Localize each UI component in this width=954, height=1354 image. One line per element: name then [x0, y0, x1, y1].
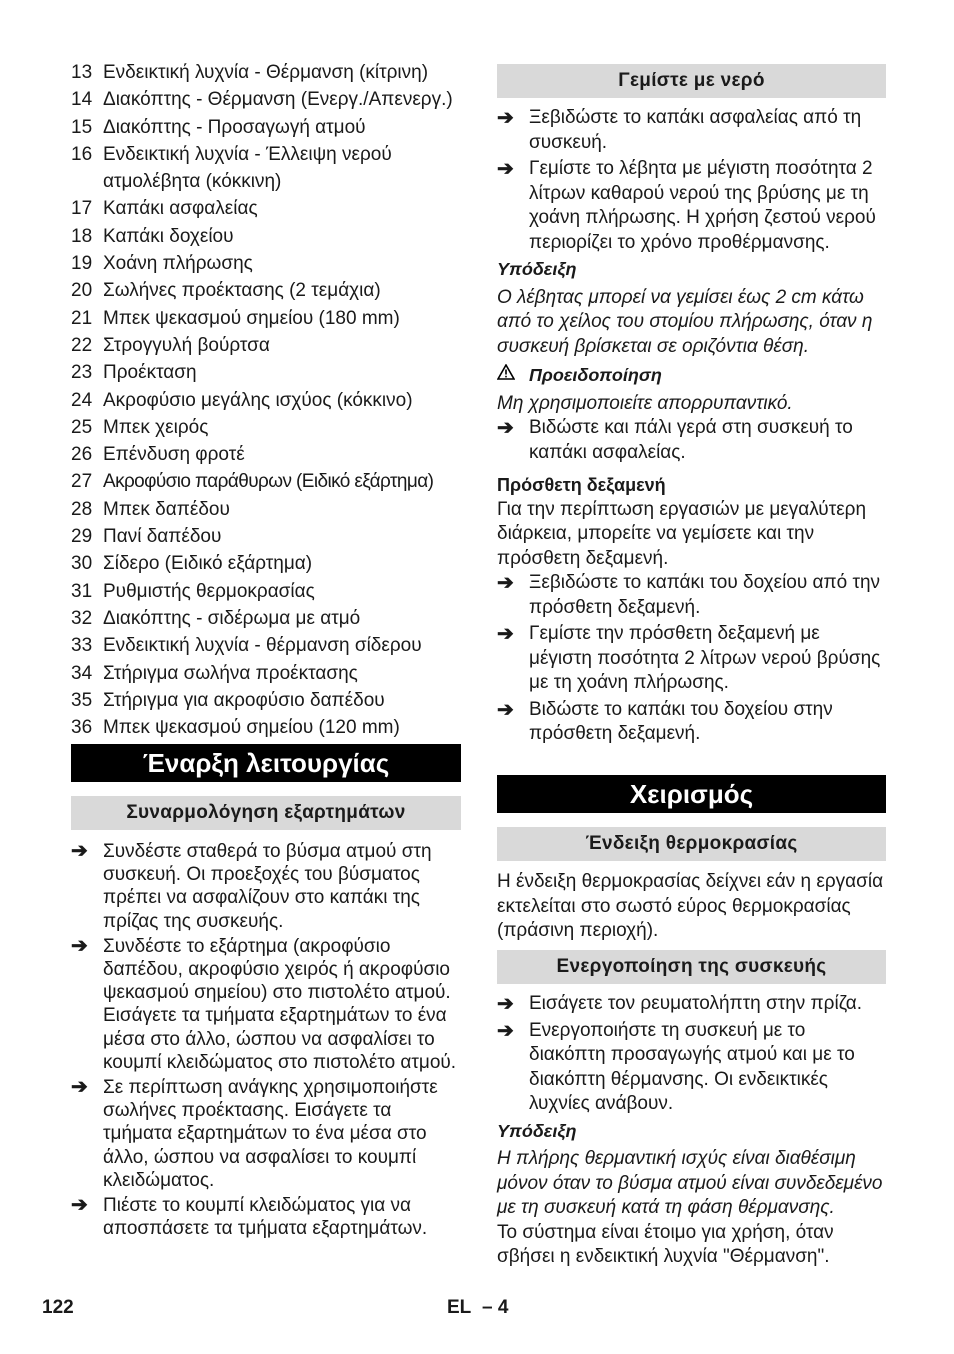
- arrow-icon: ➔: [497, 572, 514, 594]
- language-code: EL: [447, 1297, 472, 1318]
- legend-item: 25 Μπεκ χειρός: [71, 416, 209, 438]
- legend-item: 35 Στήριγμα για ακροφύσιο δαπέδου: [71, 689, 385, 711]
- subsection-heading-activate: Ενεργοποίηση της συσκευής: [497, 950, 886, 984]
- arrow-icon: ➔: [497, 107, 514, 129]
- warning-triangle-icon: [497, 363, 529, 388]
- activate-section: [497, 992, 886, 1270]
- temperature-section: [497, 870, 886, 944]
- legend-item: 17 Καπάκι ασφαλείας: [71, 198, 258, 220]
- arrow-icon: ➔: [497, 993, 514, 1015]
- final-text: Το σύστημα είναι έτοιμο για χρήση, όταν σβήσει η ενδεικτική λυχνία "Θέρμανση".: [497, 1221, 834, 1267]
- arrow-icon: ➔: [497, 158, 514, 180]
- legend-item: 18 Καπάκι δοχείου: [71, 225, 234, 247]
- list-item: ➔ Ενεργοποιήστε τη συσκευή με το διακόπτη προσαγωγής ατμού και με το διακόπτη θέρμανσης. Οι ενδεικτικές λυχνίες ανάβουν.: [497, 1019, 886, 1117]
- legend-item: 19 Χοάνη πλήρωσης: [71, 253, 253, 275]
- list-item: ➔ Ξεβιδώστε το καπάκι ασφαλείας από τη συσκευή.: [497, 106, 886, 155]
- subsection-heading-fill: Γεμίστε με νερό: [497, 64, 886, 98]
- legend-item: 30 Σίδερο (Ειδικό εξάρτημα): [71, 553, 313, 575]
- assembly-steps: [71, 840, 461, 1242]
- legend-item: 34 Στήριγμα σωλήνα προέκτασης: [71, 662, 358, 684]
- legend-item: 22 Στρογγυλή βούρτσα: [71, 334, 270, 356]
- legend-item: 31 Ρυθμιστής θερμοκρασίας: [71, 580, 315, 602]
- note-text: Η πλήρης θερμαντική ισχύς είναι διαθέσιμη μόνον όταν το βύσμα ατμού είναι συνδεδεμένο με τη συσκευή κατά τη φάση θέρμανσης.: [497, 1148, 883, 1218]
- tank-heading: Πρόσθετη δεξαμενή: [497, 475, 666, 495]
- arrow-icon: ➔: [71, 934, 88, 957]
- legend-item: 28 Μπεκ δαπέδου: [71, 498, 230, 520]
- arrow-icon: ➔: [71, 1076, 88, 1099]
- list-item: ➔ Γεμίστε την πρόσθετη δεξαμενή με μέγιστη ποσότητα 2 λίτρων νερού βρύσης με τη χοάνη πλήρωσης.: [497, 622, 886, 696]
- list-item: ➔ Συνδέστε σταθερά το βύσμα ατμού στη συσκευή. Οι προεξοχές του βύσματος πρέπει να ασφαλίζουν στο καπάκι της πρίζας της συσκευής.: [71, 840, 432, 932]
- list-item: ➔ Εισάγετε τον ρευματολήπτη στην πρίζα.: [497, 993, 863, 1015]
- legend-item: 14 Διακόπτης - Θέρμανση (Ενεργ./Απενεργ.): [71, 89, 453, 111]
- legend-item: 16 Ενδεικτική λυχνία - Έλλειψη νερού ατμολέβητα (κόκκινη): [71, 143, 392, 193]
- legend-item: 21 Μπεκ ψεκασμού σημείου (180 mm): [71, 307, 400, 329]
- tank-text: Για την περίπτωση εργασιών με μεγαλύτερη διάρκεια, μπορείτε να γεμίσετε και την πρόσθετη δεξαμενή.: [497, 498, 867, 569]
- legend-item: 20 Σωλήνες προέκτασης (2 τεμάχια): [71, 280, 381, 302]
- page-number: 122: [42, 1297, 74, 1318]
- legend-item: 36 Μπεκ ψεκασμού σημείου (120 mm): [71, 717, 400, 739]
- arrow-icon: ➔: [71, 1194, 88, 1217]
- legend-item: 15 Διακόπτης - Προσαγωγή ατμού: [71, 116, 366, 138]
- warning-text: Μη χρησιμοποιείτε απορρυπαντικό.: [497, 392, 793, 414]
- arrow-icon: ➔: [497, 1019, 514, 1042]
- subsection-heading-assembly: Συναρμολόγηση εξαρτημάτων: [71, 796, 461, 830]
- warning-heading-row: [497, 363, 886, 388]
- fill-section: [497, 106, 886, 749]
- list-item: ➔ Σε περίπτωση ανάγκης χρησιμοποιήστε σωλήνες προέκτασης. Εισάγετε τα τμήματα εξαρτημάτων το ένα μέσα στο άλλο, ώσπου να ασφαλίσει το κουμπί κλειδώματος.: [71, 1076, 438, 1191]
- legend-item: 27 Ακροφύσιο παράθυρων (Ειδικό εξάρτημα): [71, 471, 434, 493]
- list-item: ➔ Συνδέστε το εξάρτημα (ακροφύσιο δαπέδου, ακροφύσιο χειρός ή ακροφύσιο ψεκασμού σημείου) στο πιστολέτο ατμού. Εισάγετε τα τμήματα εξαρτημάτων το ένα μέσα στο άλλο, ώσπου να ασφαλίσει το κουμπί κλειδώματος στο πιστολέτο ατμού.: [71, 934, 457, 1073]
- note-heading: Υπόδειξη: [497, 259, 577, 279]
- parts-legend: [71, 59, 461, 741]
- section-number: – 4: [482, 1297, 509, 1318]
- legend-item: 33 Ενδεικτική λυχνία - θέρμανση σίδερου: [71, 635, 422, 657]
- temperature-text: Η ένδειξη θερμοκρασίας δείχνει εάν η εργασία εκτελείται στο σωστό εύρος θερμοκρασίας (πράσινη περιοχή).: [497, 871, 884, 941]
- warning-heading: Προειδοποίηση: [529, 365, 662, 385]
- legend-item: 32 Διακόπτης - σιδέρωμα με ατμό: [71, 607, 361, 629]
- legend-item: 23 Προέκταση: [71, 362, 197, 384]
- section-heading-start: Έναρξη λειτουργίας: [71, 744, 461, 782]
- list-item: ➔ Βιδώστε το καπάκι του δοχείου στην πρόσθετη δεξαμενή.: [497, 698, 886, 747]
- list-item: ➔ Ξεβιδώστε το καπάκι του δοχείου από την πρόσθετη δεξαμενή.: [497, 571, 886, 620]
- arrow-icon: ➔: [497, 417, 514, 439]
- arrow-icon: ➔: [497, 698, 514, 721]
- note-text: Ο λέβητας μπορεί να γεμίσει έως 2 cm κάτω από το χείλος του στομίου πλήρωσης, όταν η συσκευή βρίσκεται σε οριζόντια θέση.: [497, 286, 873, 357]
- list-item: ➔ Πιέστε το κουμπί κλειδώματος για να αποσπάσετε τα τμήματα εξαρτημάτων.: [71, 1194, 428, 1240]
- legend-item: 13 Ενδεικτική λυχνία - Θέρμανση (κίτρινη): [71, 62, 429, 83]
- legend-item: 26 Επένδυση φροτέ: [71, 444, 245, 466]
- section-heading-operation: Χειρισμός: [497, 775, 886, 813]
- legend-item: 29 Πανί δαπέδου: [71, 526, 222, 548]
- arrow-icon: ➔: [497, 623, 514, 645]
- list-item: ➔ Βιδώστε και πάλι γερά στη συσκευή το καπάκι ασφαλείας.: [497, 416, 886, 465]
- legend-item: 24 Ακροφύσιο μεγάλης ισχύος (κόκκινο): [71, 389, 413, 411]
- list-item: ➔ Γεμίστε το λέβητα με μέγιστη ποσότητα 2 λίτρων καθαρού νερού της βρύσης με τη χοάνη πλήρωσης. Η χρήση ζεστού νερού περιορίζει το χρόνο προθέρμανσης.: [497, 157, 886, 255]
- subsection-heading-temperature: Ένδειξη θερμοκρασίας: [497, 827, 886, 861]
- note-heading: Υπόδειξη: [497, 1120, 577, 1141]
- arrow-icon: ➔: [71, 840, 88, 862]
